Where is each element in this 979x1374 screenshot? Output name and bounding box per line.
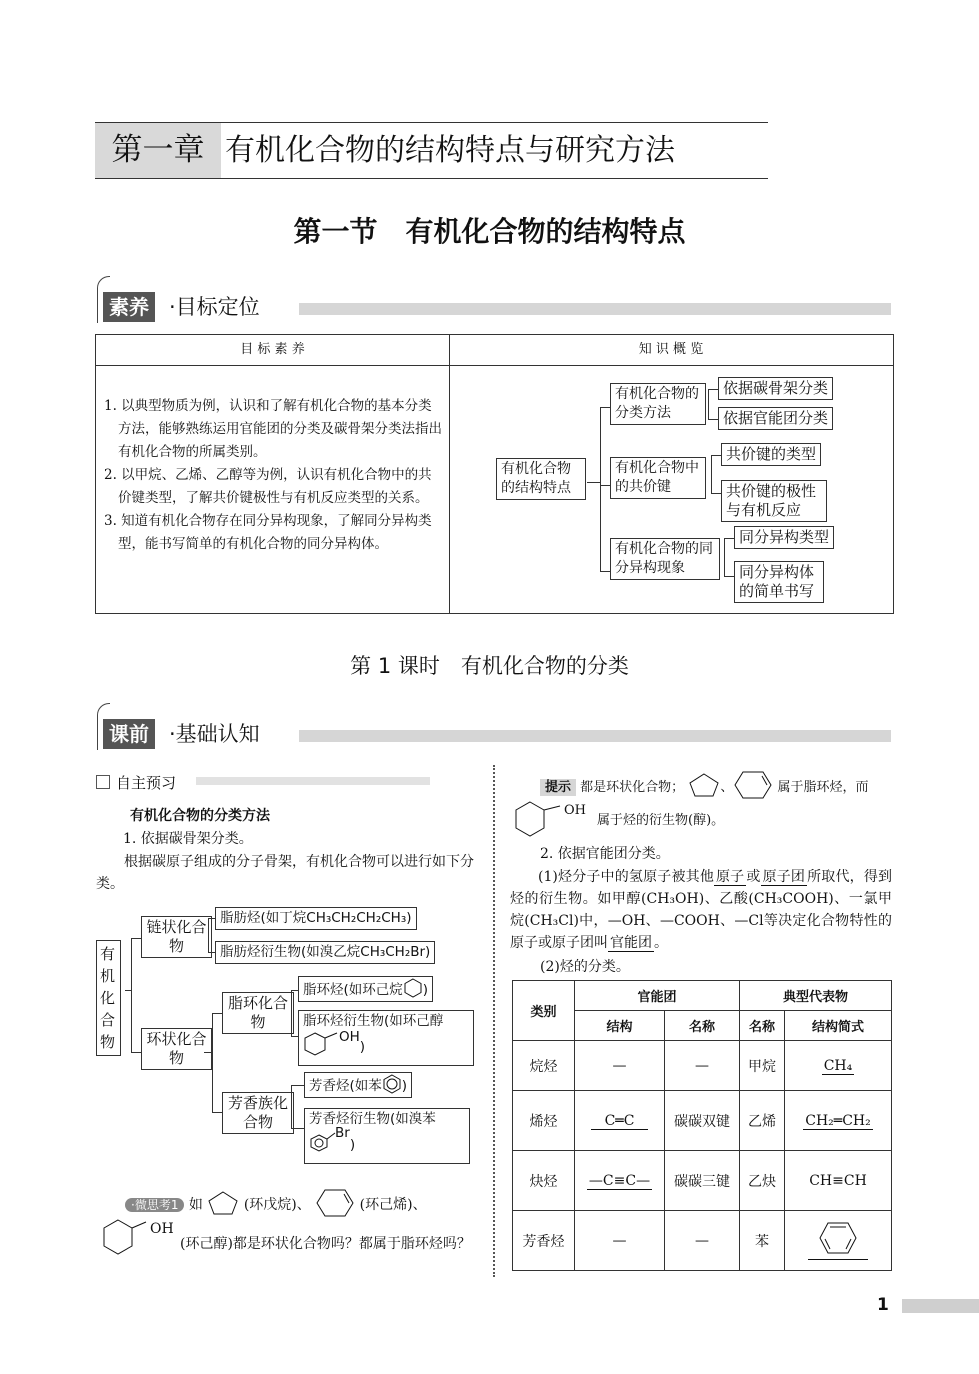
banner-bar	[299, 303, 891, 315]
answer-blank	[808, 1221, 868, 1260]
page-number: 1	[877, 1295, 889, 1315]
banner-title: ·基础认知	[169, 722, 260, 746]
table-row	[513, 1091, 892, 1151]
cyclohexane-icon	[403, 978, 423, 998]
list-item: 2. 以甲烷、乙烯、乙醇等为例，认识有机化合物中的共价键类型，了解共价键极性与有机反应类型的关系。	[104, 467, 432, 506]
table-header: 类别	[513, 981, 575, 1041]
tree-node: 链状化合物	[141, 916, 212, 958]
para-text: (1)烃分子中的氢原子被其他	[538, 869, 714, 885]
paragraph: (2)烃的分类。	[540, 959, 630, 975]
page-bar	[902, 1299, 979, 1313]
paragraph	[510, 866, 892, 954]
banner-key: 课前	[103, 719, 155, 749]
goals-header: 目 标 素 养	[240, 342, 305, 357]
paragraph: 根据碳原子组成的分子骨架，有机化合物可以进行如下分类。	[96, 854, 474, 892]
list-item: 3. 知道有机化合物存在同分异构现象，了解同分异构类型，能书写简单的有机化合物的同分异构体。	[104, 513, 432, 552]
cyclohexene-icon	[733, 770, 773, 800]
table-cell: —	[665, 1041, 740, 1091]
leaf-text: 芳香烃衍生物(如溴苯	[309, 1111, 436, 1127]
tree-leaf	[298, 1010, 474, 1066]
answer-blank: CH₄	[823, 1057, 853, 1074]
table-row	[513, 1041, 892, 1091]
section-title: 第一节 有机化合物的结构特点	[293, 215, 686, 248]
map-branch: 有机化合物的同分异构现象	[610, 538, 720, 580]
banner-key: 素养	[103, 292, 155, 322]
think-question	[125, 1188, 485, 1218]
cyclopentane-icon	[688, 773, 720, 797]
think-text: 如	[188, 1197, 203, 1213]
table-cell: —	[665, 1211, 740, 1271]
heading: 有机化合物的分类方法	[130, 808, 270, 824]
banner-title: ·目标定位	[169, 295, 260, 319]
leaf-text: )	[422, 982, 429, 998]
think-text: (环戊烷)、	[243, 1197, 311, 1213]
map-leaf: 依据碳骨架分类	[718, 377, 833, 400]
map-leaf: 依据官能团分类	[718, 407, 833, 430]
map-leaf: 共价键的极性与有机反应	[721, 480, 827, 522]
overview-header: 知 识 概 览	[638, 342, 704, 357]
map-branch: 有机化合物的分类方法	[610, 383, 706, 425]
table-cell	[575, 1091, 665, 1151]
hint-text: 属于脂环烃，而	[777, 780, 869, 795]
table-cell	[785, 1211, 892, 1271]
subhead-label: 自主预习	[116, 774, 177, 792]
table-cell: 烯烃	[513, 1091, 575, 1151]
tree-node: 环状化合物	[141, 1028, 212, 1070]
goals-list	[104, 395, 444, 556]
map-branch: 有机化合物中的共价键	[610, 457, 706, 499]
goals-table	[95, 334, 894, 614]
paragraph: 1. 依据碳骨架分类。	[123, 831, 253, 847]
answer-blank: —C≡C—	[588, 1172, 651, 1189]
chapter-title: 有机化合物的结构特点与研究方法	[225, 133, 675, 168]
hint-tag: 提示	[540, 779, 576, 796]
hydrocarbon-table	[512, 980, 892, 1271]
cyclohexene-icon	[315, 1188, 355, 1218]
table-cell: 乙炔	[740, 1151, 785, 1211]
leaf-text: Br	[335, 1125, 350, 1141]
tree-leaf	[298, 976, 433, 1002]
chapter-header	[95, 122, 768, 179]
table-cell: 碳碳三键	[665, 1151, 740, 1211]
banner-goals	[97, 292, 892, 332]
divider	[96, 365, 893, 366]
subhead-self-study	[96, 772, 430, 792]
table-row	[513, 1211, 892, 1271]
table-header: 名称	[740, 1011, 785, 1041]
leaf-text: 脂环烃衍生物(如环己醇	[303, 1013, 444, 1029]
chapter-number: 第一章	[95, 123, 221, 178]
answer-blank: 原子团	[762, 869, 806, 885]
answer-blank: CH₂═CH₂	[805, 1112, 871, 1129]
list-item: 1. 以典型物质为例，认识和了解有机化合物的基本分类方法，能够熟练运用官能团的分类及碳骨架分类法指出有机化合物的所属类别。	[104, 398, 442, 460]
table-header: 结构	[575, 1011, 665, 1041]
map-leaf: 共价键的类型	[721, 443, 821, 466]
table-cell: 碳碳双键	[665, 1091, 740, 1151]
table-cell: 炔烃	[513, 1151, 575, 1211]
answer-blank: 原子	[716, 869, 745, 885]
tree-leaf: 脂肪烃衍生物(如溴乙烷CH₃CH₂Br)	[215, 941, 435, 964]
map-root: 有机化合物的结构特点	[496, 458, 586, 500]
leaf-text: )	[401, 1078, 408, 1094]
tree-node: 脂环化合物	[222, 992, 294, 1034]
hint-text: 、	[720, 780, 734, 795]
think-tag: ·微思考1	[125, 1198, 184, 1212]
hint-text: 都是环状化合物；	[580, 780, 685, 795]
leaf-text: OH	[339, 1029, 360, 1045]
column-divider	[493, 765, 495, 1277]
divider	[449, 335, 450, 613]
tree-leaf: 脂肪烃(如丁烷CH₃CH₂CH₂CH₃)	[215, 907, 417, 930]
map-leaf: 同分异构体的简单书写	[734, 561, 824, 603]
paragraph: 2. 依据官能团分类。	[540, 846, 670, 862]
table-row	[513, 1151, 892, 1211]
para-text: 或	[746, 869, 761, 885]
lesson-title: 第 1 课时 有机化合物的分类	[350, 654, 629, 678]
tree-root: 有机化合物	[96, 940, 121, 1056]
leaf-text: )	[349, 1137, 356, 1153]
hint-text: 属于烃的衍生物(醇)。	[597, 813, 725, 828]
table-cell: 苯	[740, 1211, 785, 1271]
table-cell	[785, 1041, 892, 1091]
table-cell: 乙烯	[740, 1091, 785, 1151]
para-text: 。	[654, 935, 668, 951]
table-cell: 甲烷	[740, 1041, 785, 1091]
leaf-text: 芳香烃(如苯	[309, 1078, 382, 1094]
oh-label: OH	[564, 803, 586, 818]
subhead-bar	[196, 777, 430, 785]
tree-leaf	[304, 1072, 412, 1098]
cyclopentane-icon	[207, 1191, 239, 1215]
table-header: 典型代表物	[740, 981, 892, 1011]
table-cell: CH≡CH	[785, 1151, 892, 1211]
answer-blank: 官能团	[610, 935, 652, 951]
map-leaf: 同分异构类型	[734, 526, 834, 549]
table-cell	[575, 1151, 665, 1211]
square-icon	[96, 775, 110, 789]
para-text: 所取代，得到烃的衍生物。如甲醇(CH₃OH)、乙酸(CH₃COOH)、一氯甲烷(CH₃Cl)中，—OH、—COOH、—Cl等决定化合物特性的原子或原子团叫	[510, 869, 893, 951]
banner-bar	[299, 730, 891, 742]
think-text: (环己醇)都是环状化合物吗？都属于脂环烃吗？	[180, 1236, 471, 1252]
table-cell: 芳香烃	[513, 1211, 575, 1271]
tree-leaf	[304, 1108, 470, 1164]
think-text: (环己烯)、	[359, 1197, 427, 1213]
table-cell	[785, 1091, 892, 1151]
hint	[540, 770, 892, 800]
table-cell: —	[575, 1211, 665, 1271]
oh-label: OH	[150, 1221, 174, 1237]
leaf-text: 脂环烃(如环己烷	[303, 982, 403, 998]
table-header: 官能团	[575, 981, 740, 1011]
table-cell: —	[575, 1041, 665, 1091]
table-header: 结构简式	[785, 1011, 892, 1041]
table-header: 名称	[665, 1011, 740, 1041]
benzene-icon	[818, 1221, 858, 1255]
banner-basics	[97, 719, 892, 759]
answer-blank: C═C	[591, 1113, 649, 1130]
table-cell: 烷烃	[513, 1041, 575, 1091]
benzene-icon	[382, 1074, 402, 1094]
leaf-text: )	[359, 1039, 366, 1055]
tree-node: 芳香族化合物	[222, 1092, 294, 1134]
